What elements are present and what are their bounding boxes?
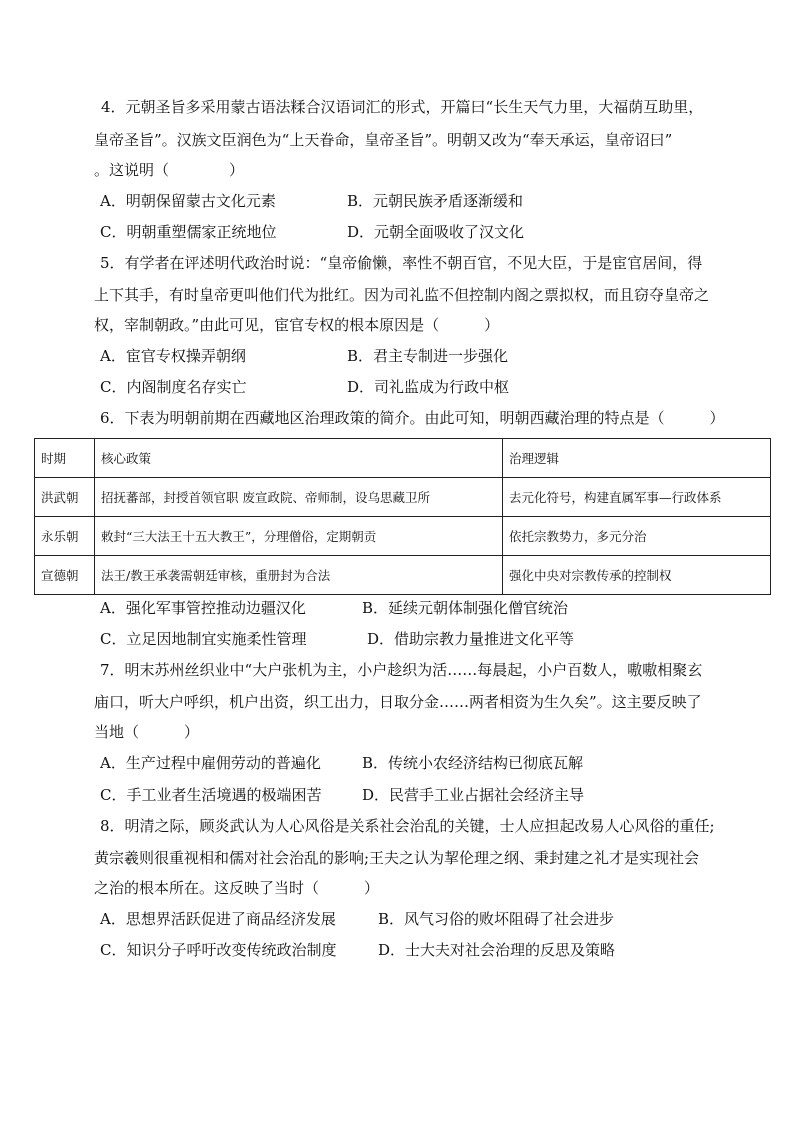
option-d[interactable]: D．司礼监成为行政中枢 — [347, 378, 510, 396]
table-cell-policy: 法王/教王承袭需朝廷审核，重册封为合法 — [95, 556, 503, 595]
table-row — [35, 556, 771, 595]
question-4-stem-line-3: 。这说明（ ） — [94, 161, 245, 179]
option-d[interactable]: D．借助宗教力量推进文化平等 — [367, 630, 575, 648]
option-d[interactable]: D．士大夫对社会治理的反思及策略 — [378, 941, 616, 959]
option-a[interactable]: A．生产过程中雇佣劳动的普遍化 — [100, 754, 321, 772]
question-7-stem-line-3: 当地（ ） — [94, 723, 200, 741]
table-row — [35, 517, 771, 556]
table-cell-period: 宣德朝 — [35, 556, 95, 595]
table-cell-period: 永乐朝 — [35, 517, 95, 556]
question-8-stem-line-3: 之治的根本所在。这反映了当时（ ） — [94, 879, 380, 897]
question-5-stem-line-3: 权，宰制朝政。”由此可见，宦官专权的根本原因是（ ） — [94, 316, 500, 334]
option-c[interactable]: C．立足因地制宜实施柔性管理 — [100, 630, 307, 648]
option-d[interactable]: D．元朝全面吸收了汉文化 — [347, 223, 525, 241]
option-c[interactable]: C．明朝重塑儒家正统地位 — [100, 223, 277, 241]
table-header-cell: 核心政策 — [95, 439, 503, 478]
question-6-stem: 6．下表为明朝前期在西藏地区治理政策的简介。由此可知，明朝西藏治理的特点是（ ） — [100, 409, 725, 427]
option-a[interactable]: A．思想界活跃促进了商品经济发展 — [100, 910, 336, 928]
question-5-stem-line-2: 上下其手，有时皇帝更叫他们代为批红。因为司礼监不但控制内阁之票拟权，而且窃夺皇帝之 — [94, 286, 710, 304]
option-d[interactable]: D．民营手工业占据社会经济主导 — [362, 786, 585, 804]
option-a[interactable]: A．明朝保留蒙古文化元素 — [100, 192, 276, 210]
question-4-stem-line-2: 皇帝圣旨”。汉族文臣润色为“上天眷命，皇帝圣旨”。明朝又改为“奉天承运，皇帝诏曰” — [94, 131, 673, 149]
table-cell-policy: 敕封“三大法王十五大教王”，分理僧俗，定期朝贡 — [95, 517, 503, 556]
question-8-stem-line-1: 8．明清之际，顾炎武认为人心风俗是关系社会治乱的关键，士人应担起改易人心风俗的重任; — [100, 817, 715, 835]
table-cell-policy: 招抚蕃部，封授首领官职 废宣政院、帝师制，设乌思藏卫所 — [95, 478, 503, 517]
table-cell-logic: 强化中央对宗教传承的控制权 — [503, 556, 771, 595]
option-c[interactable]: C．手工业者生活境遇的极端困苦 — [100, 786, 322, 804]
table-cell-logic: 去元化符号，构建直属军事—行政体系 — [503, 478, 771, 517]
question-7-stem-line-2: 庙口，听大户呼织，机户出资，织工出力，日取分金……两者相资为生久矣”。这主要反映了 — [94, 693, 702, 711]
question-7-stem-line-1: 7．明末苏州丝织业中“大户张机为主，小户趁织为活……每晨起，小户百数人，嗷嗷相聚玄 — [100, 661, 703, 679]
option-c[interactable]: C．内阁制度名存实亡 — [100, 378, 247, 396]
policy-table — [34, 438, 771, 595]
table-cell-period: 洪武朝 — [35, 478, 95, 517]
option-a[interactable]: A．强化军事管控推动边疆汉化 — [100, 599, 306, 617]
table-header-row — [35, 439, 771, 478]
option-a[interactable]: A．宦官专权操弄朝纲 — [100, 347, 246, 365]
option-b[interactable]: B．延续元朝体制强化僧官统治 — [362, 599, 569, 617]
table-header-cell: 时期 — [35, 439, 95, 478]
option-c[interactable]: C．知识分子呼吁改变传统政治制度 — [100, 941, 337, 959]
table-row — [35, 478, 771, 517]
question-8-stem-line-2: 黄宗羲则很重视相和儒对社会治乱的影响;王夫之认为挈伦理之纲、秉封建之礼才是实现社会 — [94, 849, 700, 867]
option-b[interactable]: B．元朝民族矛盾逐渐缓和 — [347, 192, 524, 210]
question-4-stem-line-1: 4．元朝圣旨多采用蒙古语法糅合汉语词汇的形式，开篇曰“长生天气力里，大福荫互助里， — [101, 98, 704, 116]
option-b[interactable]: B．风气习俗的败坏阻碍了社会进步 — [378, 910, 615, 928]
option-b[interactable]: B．传统小农经济结构已彻底瓦解 — [362, 754, 584, 772]
table-cell-logic: 依托宗教势力，多元分治 — [503, 517, 771, 556]
question-5-stem-line-1: 5．有学者在评述明代政治时说：“皇帝偷懒，率性不朝百官，不见大臣，于是宦官居间，得 — [100, 254, 703, 272]
table-header-cell: 治理逻辑 — [503, 439, 771, 478]
option-b[interactable]: B．君主专制进一步强化 — [347, 347, 509, 365]
